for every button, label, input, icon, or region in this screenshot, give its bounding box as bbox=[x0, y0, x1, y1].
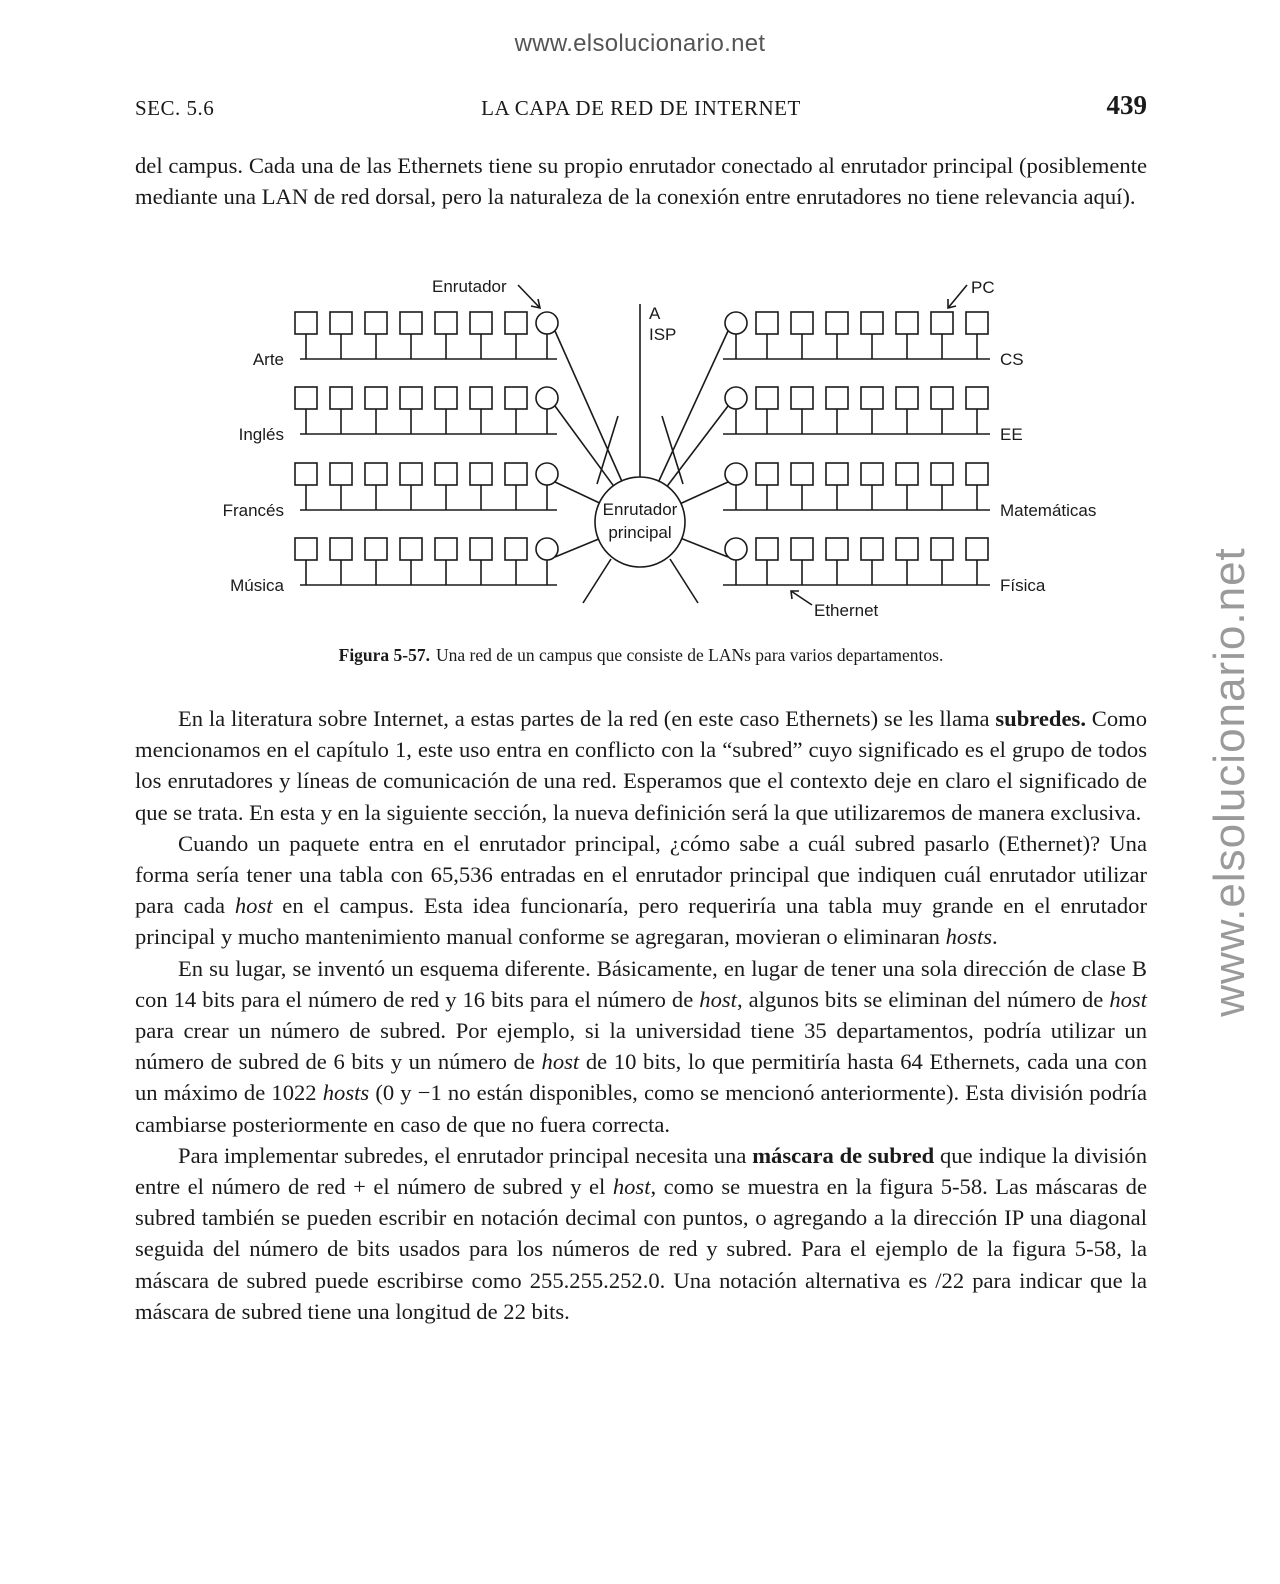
pc-icon bbox=[435, 538, 457, 560]
pc-icon bbox=[470, 387, 492, 409]
pc-icon bbox=[896, 312, 918, 334]
pc-icon bbox=[505, 463, 527, 485]
router-uplink-line bbox=[555, 482, 599, 503]
p2-text: Cuando un paquete entra en el enrutador principal, ¿cómo sabe a cuál subred pasarlo (Ethernet)? Una forma sería tener una tabla con 65,536 entradas en el enrutador principal que indiquen cuál enrutador utilizar para cada bbox=[135, 830, 1147, 919]
pc-icon bbox=[966, 387, 988, 409]
pc-icon bbox=[861, 312, 883, 334]
figure-caption bbox=[135, 645, 1147, 666]
pc-icon bbox=[365, 538, 387, 560]
page-number: 439 bbox=[1106, 90, 1147, 120]
router-uplink-line bbox=[667, 406, 728, 486]
caption-label: Figura 5-57. bbox=[338, 645, 431, 665]
department-router-icon bbox=[725, 538, 747, 560]
intro-paragraph: del campus. Cada una de las Ethernets tiene su propio enrutador conectado al enrutador principal (posiblemente mediante una LAN de red dorsal, pero la naturaleza de la conexión entre enrutadores no tiene relevancia aquí). bbox=[135, 153, 1147, 210]
pc-icon bbox=[295, 312, 317, 334]
body-text bbox=[135, 703, 1147, 1327]
pc-icon bbox=[330, 387, 352, 409]
p2-text-end: . bbox=[992, 924, 998, 950]
pc-icon bbox=[365, 312, 387, 334]
router-uplink-line bbox=[682, 539, 728, 557]
department-router-icon bbox=[725, 312, 747, 334]
department-router-icon bbox=[536, 538, 558, 560]
pc-icon bbox=[505, 387, 527, 409]
intro-text bbox=[135, 150, 1147, 212]
router-uplink-line bbox=[555, 331, 622, 481]
pc-icon bbox=[295, 387, 317, 409]
pc-icon bbox=[400, 387, 422, 409]
pc-icon bbox=[791, 387, 813, 409]
pc-icon bbox=[365, 463, 387, 485]
pc-icon bbox=[931, 312, 953, 334]
pc-icon bbox=[295, 463, 317, 485]
term-host: host bbox=[699, 986, 737, 1012]
p4-text-end: , como se muestra en la figura 5-58. Las máscaras de subred también se pueden escribir en notación decimal con puntos, o agregando a la dirección IP una diagonal seguida del número de bits usados para los números de red y subred. Para el ejemplo de la figura 5-58, la máscara de subred puede escribirse como 255.255.252.0. Una notación alternativa es /22 para indicar que la máscara de subred tiene una longitud de 22 bits. bbox=[135, 1174, 1147, 1324]
pc-icon bbox=[896, 387, 918, 409]
isp-label-line2: ISP bbox=[649, 325, 677, 344]
department-router-icon bbox=[536, 463, 558, 485]
pc-icon bbox=[435, 387, 457, 409]
pc-icon bbox=[791, 538, 813, 560]
main-router-circle bbox=[595, 477, 685, 567]
pc-icon bbox=[791, 463, 813, 485]
chapter-title: LA CAPA DE RED DE INTERNET bbox=[481, 96, 801, 120]
pc-label-pointer bbox=[948, 285, 967, 308]
pc-icon bbox=[330, 538, 352, 560]
department-label: Física bbox=[1000, 576, 1046, 595]
department-label: CS bbox=[1000, 350, 1024, 369]
department-label: EE bbox=[1000, 425, 1023, 444]
department-router-icon bbox=[725, 387, 747, 409]
pc-icon bbox=[435, 312, 457, 334]
pc-icon bbox=[470, 312, 492, 334]
caption-text: Una red de un campus que consiste de LANs para varios departamentos. bbox=[436, 645, 944, 665]
pc-icon bbox=[966, 312, 988, 334]
ethernet-label-pointer bbox=[791, 591, 812, 605]
running-head bbox=[135, 90, 1147, 124]
pc-icon bbox=[295, 538, 317, 560]
p3-text: En su lugar, se inventó un esquema diferente. Básicamente, en lugar de tener una sola dirección de clase B con 14 bits para el número de red y 16 bits para el número de bbox=[135, 955, 1147, 1012]
p1-text-cont: Como mencionamos en el capítulo 1, este uso entra en conflicto con la “subred” cuyo significado es el grupo de todos los enrutadores y líneas de comunicación de una red. Esperamos que el contexto deje en claro el significado de que se trata. En esta y en la siguiente sección, la nueva definición será la que utilizaremos de manera exclusiva. bbox=[135, 706, 1147, 825]
term-host: host bbox=[541, 1049, 580, 1075]
pc-icon bbox=[400, 538, 422, 560]
pc-icon bbox=[861, 538, 883, 560]
paragraph-routing-table bbox=[135, 828, 1147, 953]
p1-text: En la literatura sobre Internet, a estas partes de la red (en este caso Ethernets) se les llama bbox=[178, 706, 996, 731]
router-label: Enrutador bbox=[432, 277, 507, 296]
p3-text-end: (0 y −1 no están disponibles, como se mencionó anteriormente). Esta división podría cambiarse posteriormente en caso de que no fuera correcta. bbox=[135, 1080, 1147, 1137]
main-router-label-line1: Enrutador bbox=[602, 500, 678, 519]
ethernet-label: Ethernet bbox=[814, 601, 879, 620]
pc-icon bbox=[826, 387, 848, 409]
main-router-label-line2: principal bbox=[608, 523, 672, 542]
watermark-top: www.elsolucionario.net bbox=[514, 30, 766, 57]
term-mascara-de-subred: máscara de subred bbox=[752, 1142, 935, 1168]
paragraph-scheme bbox=[135, 953, 1147, 1140]
watermark-side: www.elsolucionario.net bbox=[1205, 547, 1254, 1017]
router-uplink-line bbox=[555, 539, 598, 557]
router-uplink-line bbox=[659, 331, 728, 481]
pc-icon bbox=[931, 463, 953, 485]
term-host: host bbox=[234, 893, 273, 919]
department-router-icon bbox=[725, 463, 747, 485]
isp-label-line1: A bbox=[649, 304, 661, 323]
department-label: Matemáticas bbox=[1000, 501, 1097, 520]
router-uplink-line bbox=[555, 406, 613, 486]
pc-icon bbox=[365, 387, 387, 409]
term-host: host bbox=[612, 1174, 651, 1200]
pc-icon bbox=[505, 538, 527, 560]
p4-text-cont: que indique la división entre el número de red + el número de subred y el bbox=[135, 1142, 1147, 1200]
pc-icon bbox=[756, 538, 778, 560]
pc-icon bbox=[791, 312, 813, 334]
pc-icon bbox=[505, 312, 527, 334]
pc-icon bbox=[861, 387, 883, 409]
pc-icon bbox=[966, 538, 988, 560]
pc-icon bbox=[330, 312, 352, 334]
department-label: Arte bbox=[252, 350, 284, 369]
section-number: SEC. 5.6 bbox=[135, 96, 215, 120]
term-hosts: hosts bbox=[322, 1080, 370, 1106]
department-label: Francés bbox=[222, 501, 284, 520]
campus-network-figure bbox=[200, 268, 1120, 628]
spoke-line bbox=[670, 559, 698, 603]
router-uplink-line bbox=[681, 482, 728, 503]
term-subredes: subredes. bbox=[995, 706, 1086, 731]
department-label: Inglés bbox=[238, 425, 284, 444]
pc-icon bbox=[931, 387, 953, 409]
pc-icon bbox=[435, 463, 457, 485]
pc-icon bbox=[861, 463, 883, 485]
paragraph-subnets bbox=[135, 703, 1147, 828]
spoke-line bbox=[583, 559, 611, 603]
paragraph-subnet-mask bbox=[135, 1140, 1147, 1327]
department-router-icon bbox=[536, 387, 558, 409]
pc-icon bbox=[470, 463, 492, 485]
pc-icon bbox=[966, 463, 988, 485]
term-host: host bbox=[1109, 986, 1147, 1012]
term-hosts: hosts bbox=[945, 924, 993, 950]
department-router-icon bbox=[536, 312, 558, 334]
department-label: Música bbox=[230, 576, 284, 595]
pc-label: PC bbox=[971, 278, 995, 297]
pc-icon bbox=[826, 312, 848, 334]
pc-icon bbox=[400, 312, 422, 334]
p3-text-cont: de 10 bits, lo que permitiría hasta 64 Ethernets, cada una con un máximo de 1022 bbox=[135, 1049, 1148, 1106]
pc-icon bbox=[756, 387, 778, 409]
pc-icon bbox=[756, 312, 778, 334]
p2-text-cont: en el campus. Esta idea funcionaría, pero requeriría una tabla muy grande en el enrutador principal y mucho mantenimiento manual conforme se agregaran, movieran o eliminaran bbox=[135, 893, 1147, 950]
pc-icon bbox=[400, 463, 422, 485]
pc-icon bbox=[931, 538, 953, 560]
pc-icon bbox=[826, 538, 848, 560]
pc-icon bbox=[330, 463, 352, 485]
p3-text-cont: , algunos bits se eliminan del número de bbox=[736, 986, 1110, 1012]
p3-text-cont: para crear un número de subred. Por ejemplo, si la universidad tiene 35 departamentos, podría utilizar un número de subred de 6 bits y un número de bbox=[135, 1018, 1147, 1075]
pc-icon bbox=[756, 463, 778, 485]
pc-icon bbox=[826, 463, 848, 485]
pc-icon bbox=[896, 463, 918, 485]
pc-icon bbox=[896, 538, 918, 560]
pc-icon bbox=[470, 538, 492, 560]
p4-text: Para implementar subredes, el enrutador principal necesita una bbox=[178, 1142, 753, 1168]
router-label-pointer bbox=[518, 285, 540, 308]
campus-network-diagram bbox=[200, 268, 1120, 628]
